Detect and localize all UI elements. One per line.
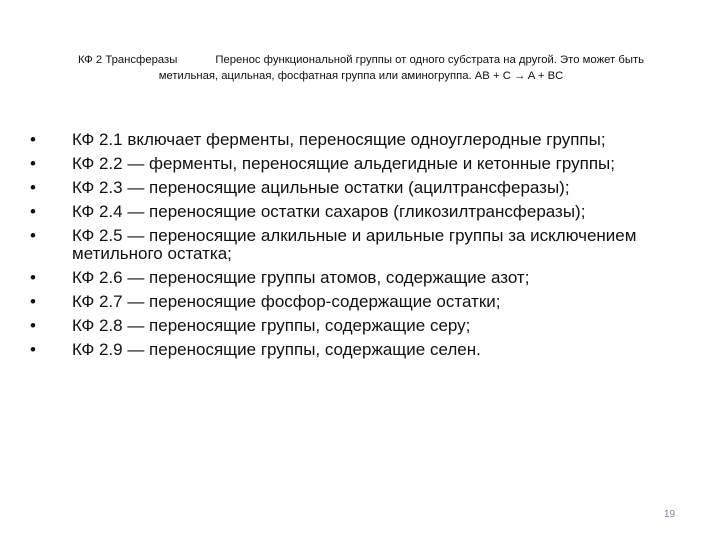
list-item-text: КФ 2.8 — переносящие группы, содержащие серу; [72, 316, 471, 335]
list-item [30, 338, 680, 362]
list-item-text: КФ 2.7 — переносящие фосфор-содержащие остатки; [72, 292, 501, 311]
bullet-marker: • [30, 226, 36, 245]
list-item-text: КФ 2.6 — переносящие группы атомов, содержащие азот; [72, 268, 530, 287]
list-item [30, 176, 680, 200]
list-item-text: КФ 2.2 — ферменты, переносящие альдегидные и кетонные группы; [72, 154, 615, 173]
bullet-list [30, 128, 680, 362]
list-item [30, 224, 680, 266]
list-item-text: КФ 2.9 — переносящие группы, содержащие селен. [72, 340, 481, 359]
bullet-marker: • [30, 292, 36, 311]
page-number: 19 [664, 509, 676, 520]
bullet-marker: • [30, 154, 36, 173]
header-line-1 [36, 52, 686, 68]
header-description-line-1: Перенос функциональной группы от одного субстрата на другой. Это может быть [215, 54, 644, 66]
bullet-marker: • [30, 340, 36, 359]
list-item-text: КФ 2.4 — переносящие остатки сахаров (гликозилтрансферазы); [72, 202, 586, 221]
list-item [30, 266, 680, 290]
bullet-marker: • [30, 316, 36, 335]
list-item [30, 128, 680, 152]
bullet-marker: • [30, 268, 36, 287]
list-item-text: КФ 2.5 — переносящие алкильные и арильные группы за исключением метильного остатка; [72, 226, 637, 263]
bullet-marker: • [30, 202, 36, 221]
bullet-marker: • [30, 178, 36, 197]
bullet-marker: • [30, 130, 36, 149]
list-item [30, 200, 680, 224]
header-description-line-2: метильная, ацильная, фосфатная группа или аминогруппа. AB + C → A + BC [158, 70, 564, 82]
slide-header [36, 52, 686, 84]
list-item-text: КФ 2.3 — переносящие ацильные остатки (ацилтрансферазы); [72, 178, 570, 197]
list-item-text: КФ 2.1 включает ферменты, переносящие одноуглеродные группы; [72, 130, 606, 149]
list-item [30, 290, 680, 314]
list-item [30, 314, 680, 338]
list-item [30, 152, 680, 176]
header-label: КФ 2 Трансферазы [77, 54, 178, 66]
